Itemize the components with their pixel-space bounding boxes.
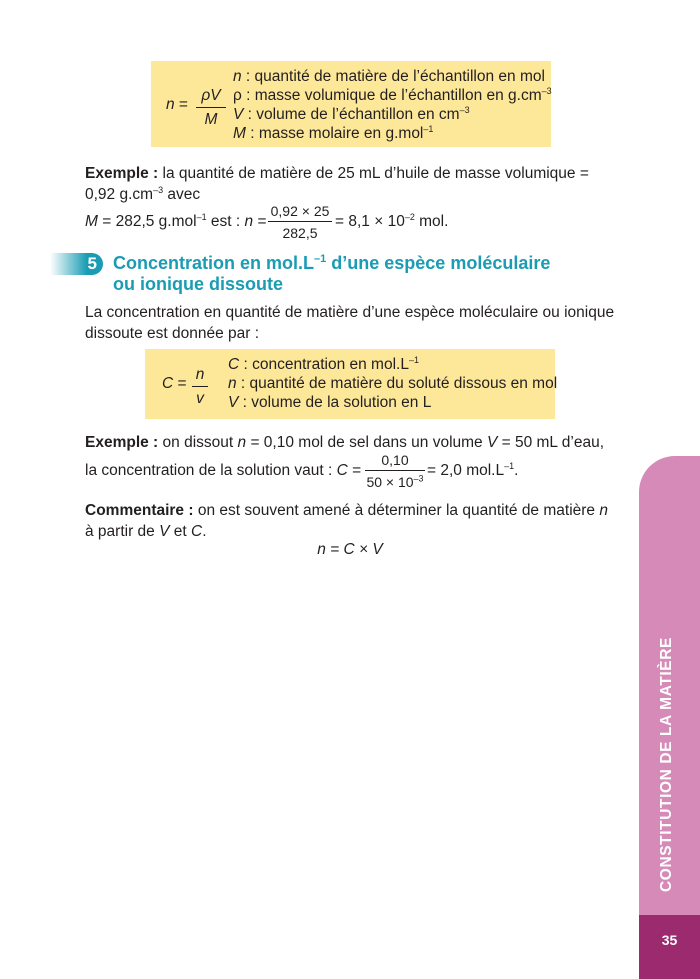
fraction-denominator: M: [204, 111, 218, 128]
section-title: Concentration en $mol.L^{-1}$ d’une espèce moléculaire ou ionique dissoute: [113, 253, 551, 294]
calc-fraction: [365, 452, 425, 490]
fraction-numerator: 0,10: [365, 452, 425, 471]
definition-item: n : quantité de matière du soluté dissous en mol: [228, 375, 558, 392]
definition-item: V : volume de l’échantillon en $cm^{-3}$: [233, 104, 470, 123]
definition-item: ρ : masse volumique de l’échantillon en $g.cm^{-3}$: [233, 85, 552, 104]
section-number-badge: 5: [50, 253, 103, 275]
formula-box-quantity: [151, 61, 551, 147]
definition-item: V : volume de la solution en L: [228, 394, 432, 411]
commentaire: Commentaire : on est souvent amené à déterminer la quantité de matière n à partir de V et C.: [85, 502, 608, 540]
chapter-title: CONSTITUTION DE LA MATIÈRE: [658, 637, 675, 892]
fraction-denominator: $50 \times 10^{-3}$: [366, 473, 424, 490]
fraction-numerator: n: [192, 366, 208, 387]
chapter-side-tab: [639, 456, 700, 923]
formula-n-equals-c-times-v: n = C × V: [317, 541, 383, 558]
definition-item: M : masse molaire en g.mol$^{-1}$: [233, 123, 434, 142]
example-2: Exemple : on dissout n = 0,10 mol de sel dans un volume V = 50 mL d’eau,: [85, 434, 605, 451]
example-1: Exemple : la quantité de matière de 25 mL d’huile de masse volumique = 0,92 $g.cm^{-3}$ avec: [85, 165, 589, 203]
fraction-numerator: 0,92 × 25: [268, 203, 332, 222]
page-bottom-bar: [639, 965, 700, 979]
formula-box-concentration: [145, 349, 558, 419]
formula-lhs: n =: [166, 96, 188, 113]
formula-concentration: [162, 366, 232, 406]
definition-list: [228, 355, 557, 412]
definition-item: n : quantité de matière de l’échantillon en mol: [233, 68, 545, 85]
formula-lhs: C =: [162, 375, 187, 392]
fraction-numerator: ρV: [196, 87, 226, 108]
definition-item: C : concentration en $mol.L^{-1}$: [228, 354, 419, 373]
section-intro: La concentration en quantité de matière d’une espèce moléculaire ou ionique dissoute est donnée par :: [85, 304, 615, 342]
calc-fraction: [268, 203, 332, 241]
fraction-denominator: v: [196, 390, 204, 407]
example-1-calculation: M = 282,5 g.mol$^{-1}$ est : n = $\frac{0,92 \times 25}{282,5}$ = $8,1 \times 10^{-2}$ mol.: [85, 203, 449, 241]
page-number: 35: [639, 915, 700, 965]
fraction-denominator: 282,5: [282, 225, 318, 241]
formula-fraction: [196, 87, 226, 129]
definition-list: [233, 67, 552, 143]
example-2-calculation: la concentration de la solution vaut : C = $\frac{0,10}{50 \times 10^{-3}}$ = 2,0 $mol.L^{-1}$.: [85, 452, 519, 490]
formula-fraction: [192, 366, 208, 408]
